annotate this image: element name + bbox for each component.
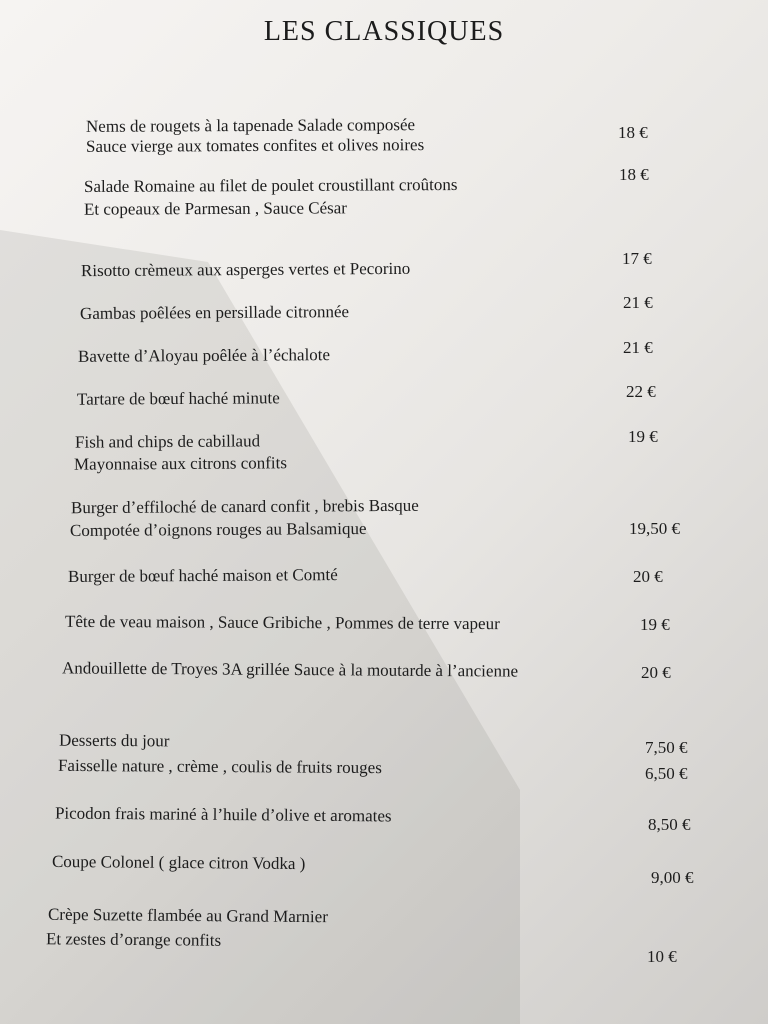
menu-item-price: 22 €: [626, 382, 656, 401]
menu-item-price: 21 €: [623, 293, 653, 312]
menu-item-line: Et copeaux de Parmesan , Sauce César: [83, 198, 347, 219]
menu-item-line: Gambas poêlées en persillade citronnée: [79, 302, 350, 323]
menu-item-line: Compotée d’oignons rouges au Balsamique: [69, 518, 367, 541]
menu-item-price: 19,50 €: [629, 519, 680, 538]
menu-item-price: 21 €: [623, 338, 653, 357]
menu-item-line: Andouillette de Troyes 3A grillée Sauce à la moutarde à l’ancienne: [61, 658, 519, 681]
menu-item-line: Nems de rougets à la tapenade Salade composée: [85, 115, 416, 136]
menu-item-price: 20 €: [633, 567, 663, 586]
menu-item-line: Risotto crèmeux aux asperges vertes et Pecorino: [80, 258, 411, 281]
menu-item-price: 20 €: [641, 663, 671, 682]
menu-item-price: 8,50 €: [648, 815, 691, 834]
menu-item-price: 10 €: [647, 947, 677, 966]
menu-item-line: Faisselle nature , crème , coulis de fruits rouges: [57, 755, 382, 778]
menu-item-line: Bavette d’Aloyau poêlée à l’échalote: [77, 345, 331, 366]
menu-item-price: 17 €: [622, 249, 652, 268]
menu-item-price: 6,50 €: [645, 764, 688, 783]
menu-item-line: Burger de bœuf haché maison et Comté: [67, 565, 338, 586]
menu-item-line: Tête de veau maison , Sauce Gribiche , Pommes de terre vapeur: [64, 611, 500, 634]
menu-item-line: Coupe Colonel ( glace citron Vodka ): [51, 851, 306, 874]
menu-item-price: 7,50 €: [645, 738, 688, 757]
menu-item-line: Tartare de bœuf haché minute: [76, 388, 280, 409]
menu-item-price: 18 €: [618, 123, 648, 142]
menu-item-price: 9,00 €: [651, 868, 694, 887]
menu-item-price: 18 €: [619, 165, 649, 184]
menu-item-line: Sauce vierge aux tomates confites et olives noires: [85, 135, 425, 156]
menu-item-line: Salade Romaine au filet de poulet croustillant croûtons: [83, 175, 458, 196]
menu-item-line: Desserts du jour: [58, 730, 170, 751]
menu-item-line: Crèpe Suzette flambée au Grand Marnier: [47, 904, 328, 927]
menu-item-line: Burger d’effiloché de canard confit , brebis Basque: [70, 495, 419, 518]
menu-item-line: Mayonnaise aux citrons confits: [73, 453, 287, 474]
menu-item-line: Fish and chips de cabillaud: [74, 431, 261, 452]
menu-item-price: 19 €: [628, 427, 658, 446]
menu-item-price: 19 €: [640, 615, 670, 634]
menu-item-line: Et zestes d’orange confits: [45, 929, 222, 950]
menu-title: LES CLASSIQUES: [263, 16, 505, 47]
menu-item-line: Picodon frais mariné à l’huile d’olive et aromates: [54, 803, 392, 826]
